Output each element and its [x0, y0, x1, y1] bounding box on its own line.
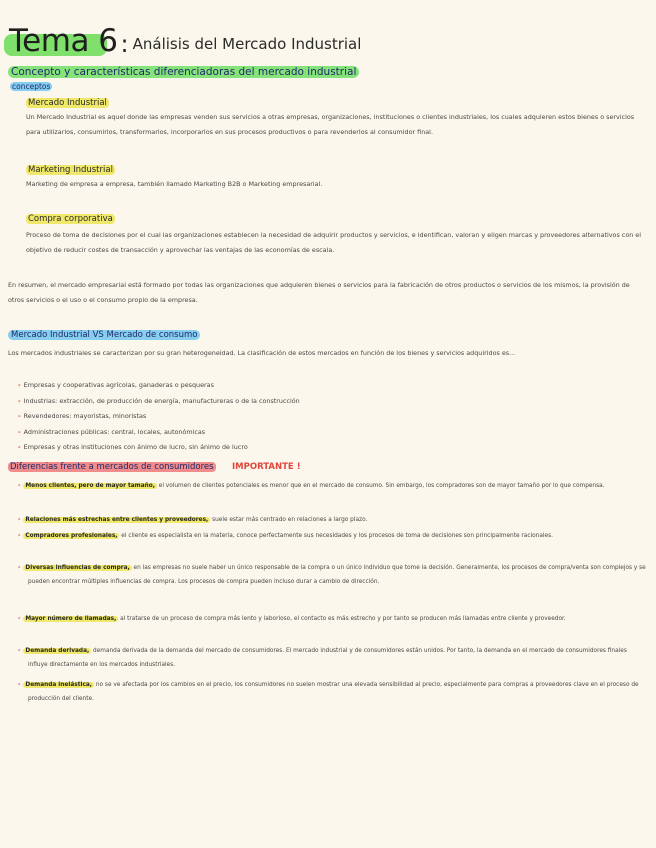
section-heading-text: Diferencias frente a mercados de consumidores [10, 462, 214, 472]
title-row [6, 14, 361, 58]
difference-item: - Mayor número de llamadas, al tratarse de un proceso de compra más lento y laborioso, el contacto es más estrecho y por tanto se producen más llamadas entre cliente y proveedor. [18, 616, 566, 622]
term-compra-corporativa [26, 214, 115, 224]
list-item: - Empresas y cooperativas agrícolas, ganaderas o pesqueras [18, 381, 214, 389]
term-label: Compra corporativa [28, 214, 113, 224]
difference-item: - Demanda inelástica, no se ve afectada por los cambios en el precio, los consumidores no suelen mostrar una elevada sensibilidad al precio, especialmente para compras a proveedores clave en el proceso de producción del cliente. [18, 682, 639, 702]
term-label: Mercado Industrial [28, 98, 107, 108]
important-badge [232, 462, 301, 472]
term-mercado-industrial [26, 98, 109, 108]
difference-item: - Demanda derivada, demanda derivada de la demanda del mercado de consumidores. El mercado industrial y de consumidores están unidos. Por tanto, la demanda en el mercado de consumidores finales influye directamente en los mercados industriales. [18, 648, 627, 668]
definition-marketing-industrial: Marketing de empresa a empresa, también llamado Marketing B2B o Marketing empresarial. [26, 180, 323, 188]
list-item: - Industrias: extracción, de producción de energía, manufactureras o de la construcción [18, 396, 300, 405]
section-heading-differences [8, 462, 216, 472]
concepts-label-text: conceptos [12, 82, 51, 91]
section-heading-text: Mercado Industrial VS Mercado de consumo [8, 330, 200, 340]
list-item: - Revendedores: mayoristas, minoristas [18, 412, 147, 421]
definition-mercado-industrial: Un Mercado Industrial es aquel donde las empresas venden sus servicios a otras empresas, organizaciones, instituciones o clientes industriales, los cuales adquieren estos bienes o servicios para utilizarlos, consumirlos, transformarlos, incorporarlos en sus procesos productivos o para revenderlos al consumidor final. [26, 113, 635, 136]
concepts-label [10, 82, 52, 91]
page-subtitle: Análisis del Mercado Industrial [132, 35, 362, 53]
market-classification-list [18, 378, 300, 456]
section-heading-vs [8, 330, 200, 340]
list-item: - Empresas y otras instituciones con ánimo de lucro, sin ánimo de lucro [18, 443, 248, 452]
important-label: IMPORTANTE [232, 462, 294, 472]
list-item: - Administraciones públicas: central, locales, autonómicas [18, 427, 206, 436]
difference-item: - Compradores profesionales, el cliente es especialista en la materia, conoce perfectamente sus necesidades y los procesos de toma de decisiones son principalmente racionales. [18, 533, 553, 539]
title-colon: : [120, 30, 129, 58]
section-heading-concept [8, 66, 359, 78]
difference-item: - Diversas influencias de compra, en las empresas no suele haber un único responsable de la compra o un único individuo que tome la decisión. Generalmente, los procesos de compra/venta son complejos y se pueden encontrar múltiples influencias de compra. Los procesos de compra pueden incluso durar a cambio de dirección. [18, 565, 646, 585]
definition-compra-corporativa: Proceso de toma de decisiones por el cual las organizaciones establecen la necesidad de adquirir productos y servicios, e identifican, valoran y eligen marcas y proveedores alternativos con el objetivo de reducir costes de transacción y aprovechar las ventajas de las economías de escala. [26, 231, 642, 254]
section-heading-text: Concepto y características diferenciadoras del mercado industrial [8, 66, 359, 78]
term-marketing-industrial [26, 165, 115, 175]
exclamation-icon: ! [296, 462, 301, 472]
term-label: Marketing Industrial [28, 165, 113, 175]
difference-item: - Relaciones más estrechas entre clientes y proveedores, suele estar más centrado en relaciones a largo plazo. [18, 517, 368, 523]
summary-paragraph: En resumen, el mercado empresarial está formado por todas las organizaciones que adquieren bienes o servicios para la fabricación de otros productos o servicios de los mismos, la provisión de otros servicios o el uso o el consumo propio de la empresa. [8, 281, 630, 304]
difference-item: - Menos clientes, pero de mayor tamaño, el volumen de clientes potenciales es menor que en el mercado de consumo. Sin embargo, los compradores son de mayor tamaño por lo que compensa. [18, 483, 605, 489]
intro-paragraph: Los mercados industriales se caracterizan por su gran heterogeneidad. La clasificación de estos mercados en función de los bienes y servicios adquiridos es... [8, 349, 516, 357]
page-title: Tema 6 [6, 24, 121, 58]
